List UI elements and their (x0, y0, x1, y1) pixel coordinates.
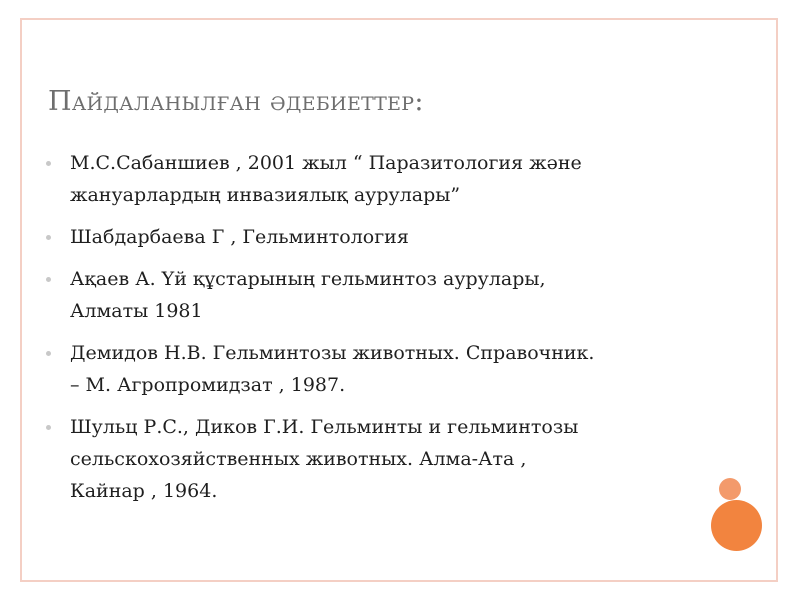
reference-line: М.С.Сабаншиев , 2001 жыл “ Паразитология және (70, 152, 582, 174)
reference-line: Алматы 1981 (70, 300, 203, 322)
reference-item (46, 263, 696, 327)
reference-line: Демидов Н.В. Гельминтозы животных. Справочник. (70, 342, 595, 364)
reference-item (46, 337, 696, 401)
reference-line: жануарлардың инвазиялық аурулары” (70, 184, 461, 206)
reference-list (46, 147, 696, 517)
bullet-icon (46, 425, 51, 430)
reference-line: – М. Агропромидзат , 1987. (70, 374, 346, 396)
reference-line: Кайнар , 1964. (70, 480, 218, 502)
decorative-circle-large (711, 500, 762, 551)
decorative-circle-small (719, 478, 741, 500)
reference-line: сельскохозяйственных животных. Алма-Ата , (70, 448, 527, 470)
reference-item (46, 411, 696, 507)
reference-line: Ақаев А. Үй құстарының гельминтоз аурулары, (70, 268, 546, 290)
bullet-icon (46, 351, 51, 356)
bullet-icon (46, 161, 51, 166)
bullet-icon (46, 235, 51, 240)
reference-item (46, 147, 696, 211)
reference-item (46, 221, 696, 253)
slide-title: Пайдаланылған әдебиеттер: (48, 86, 424, 117)
bullet-icon (46, 277, 51, 282)
reference-line: Шульц Р.С., Диков Г.И. Гельминты и гельминтозы (70, 416, 579, 438)
reference-line: Шабдарбаева Г , Гельминтология (70, 226, 409, 248)
